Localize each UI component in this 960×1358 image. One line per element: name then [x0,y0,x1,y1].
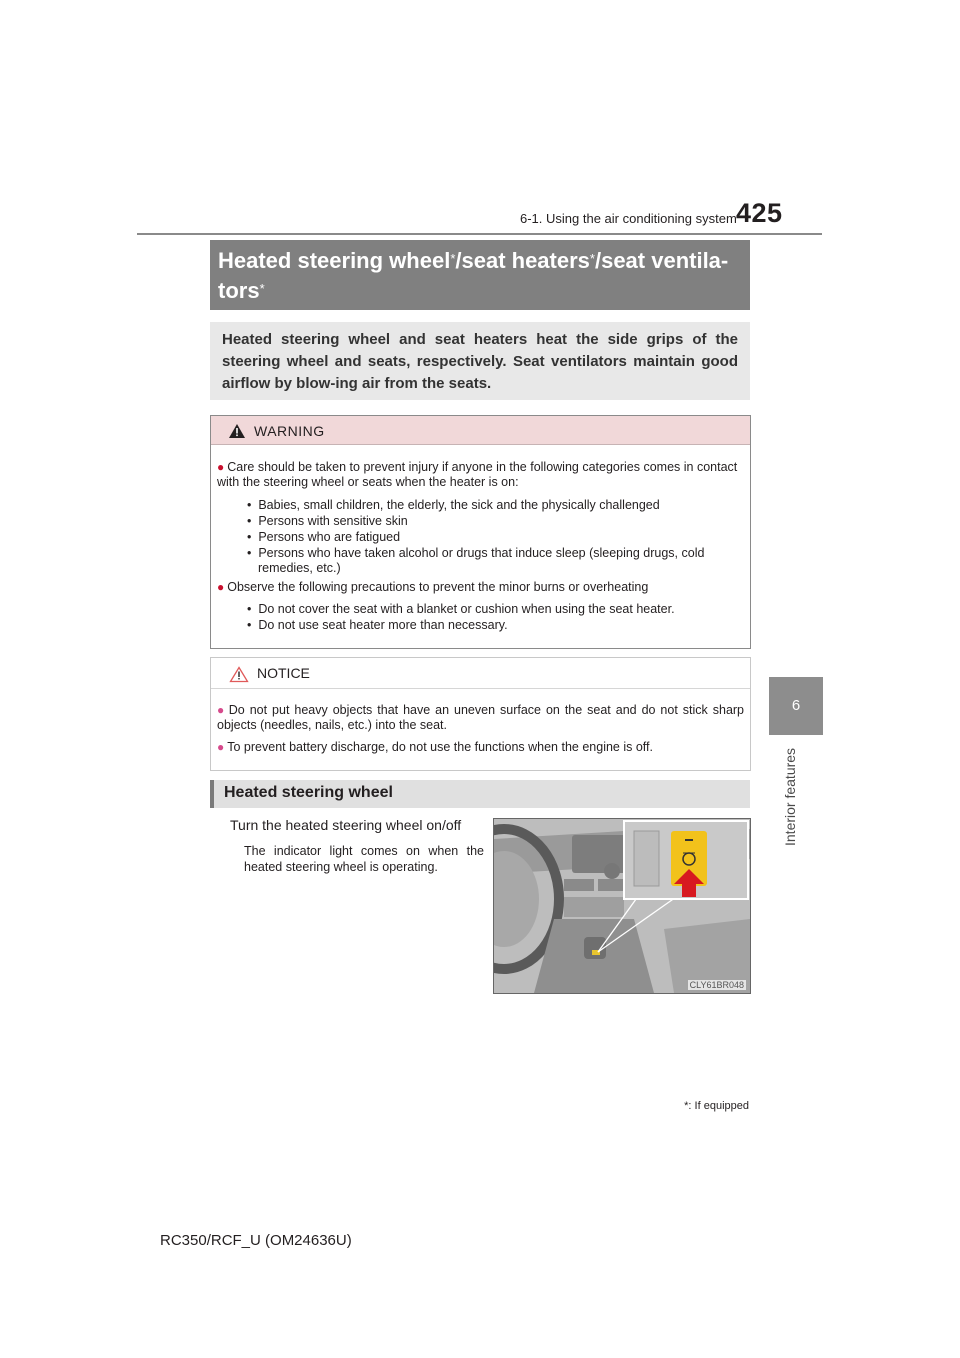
warning-heading: WARNING [254,423,325,439]
step-title: Turn the heated steering wheel on/off [230,817,462,833]
footnote: *: If equipped [684,1100,749,1112]
footer-model-code: RC350/RCF_U (OM24636U) [160,1232,352,1249]
warning-subitem: • Persons with sensitive skin [247,514,408,528]
illustration-code: CLY61BR048 [689,980,744,990]
warning-subitem: • Do not use seat heater more than necessary. [247,618,508,632]
step-description: The indicator light comes on when the heated steering wheel is operating. [244,844,484,874]
dashboard-drawing [494,819,750,993]
warning-subitem: • Babies, small children, the elderly, the sick and the physically challenged [247,498,660,512]
running-header-section: 6-1. Using the air conditioning system [520,211,737,226]
dashboard-illustration [493,818,751,994]
warning-item: ● Observe the following precautions to prevent the minor burns or overheating [217,580,649,594]
warning-subitem: • Persons who are fatigued [247,530,401,544]
intro-box [210,322,750,400]
notice-item: ● To prevent battery discharge, do not use the functions when the engine is off. [217,740,653,754]
notice-header [211,658,750,689]
warning-icon [228,423,246,439]
page-title: Heated steering wheel*/seat heaters*/seat ventila- tors* [218,248,729,303]
warning-subitem: • Do not cover the seat with a blanket or cushion when using the seat heater. [247,602,675,616]
warning-item: ● Care should be taken to prevent injury if anyone in the following categories comes in contact with the steering wheel or seats when the heater is on: [217,460,738,489]
chapter-label: Interior features [782,747,798,846]
section-heading: Heated steering wheel [224,784,393,801]
warning-box [210,415,751,649]
notice-item: ● Do not put heavy objects that have an uneven surface on the seat and do not stick sharp objects (needles, nails, etc.) into the seat. [217,703,745,732]
caution-icon [229,666,249,683]
section-heading-bar [210,780,750,808]
notice-heading: NOTICE [257,665,310,681]
page-title-bar [210,240,750,310]
chapter-tab [769,677,823,735]
notice-box [210,657,751,771]
header-rule [137,233,822,235]
warning-subitem: • Persons who have taken alcohol or drugs that induce sleep (sleeping drugs, cold remedies, etc.) [247,546,705,575]
intro-text: Heated steering wheel and seat heaters heat the side grips of the steering wheel and seats, respectively. Seat ventilators maintain good airflow by blow-ing air from the seats. [222,331,738,392]
warning-header [211,416,750,445]
page-number: 425 [736,198,783,228]
bullet-icon: ● [217,740,225,754]
bullet-icon: ● [217,460,225,474]
bullet-icon: ● [217,703,226,717]
chapter-number: 6 [791,697,801,714]
bullet-icon: ● [217,580,225,594]
